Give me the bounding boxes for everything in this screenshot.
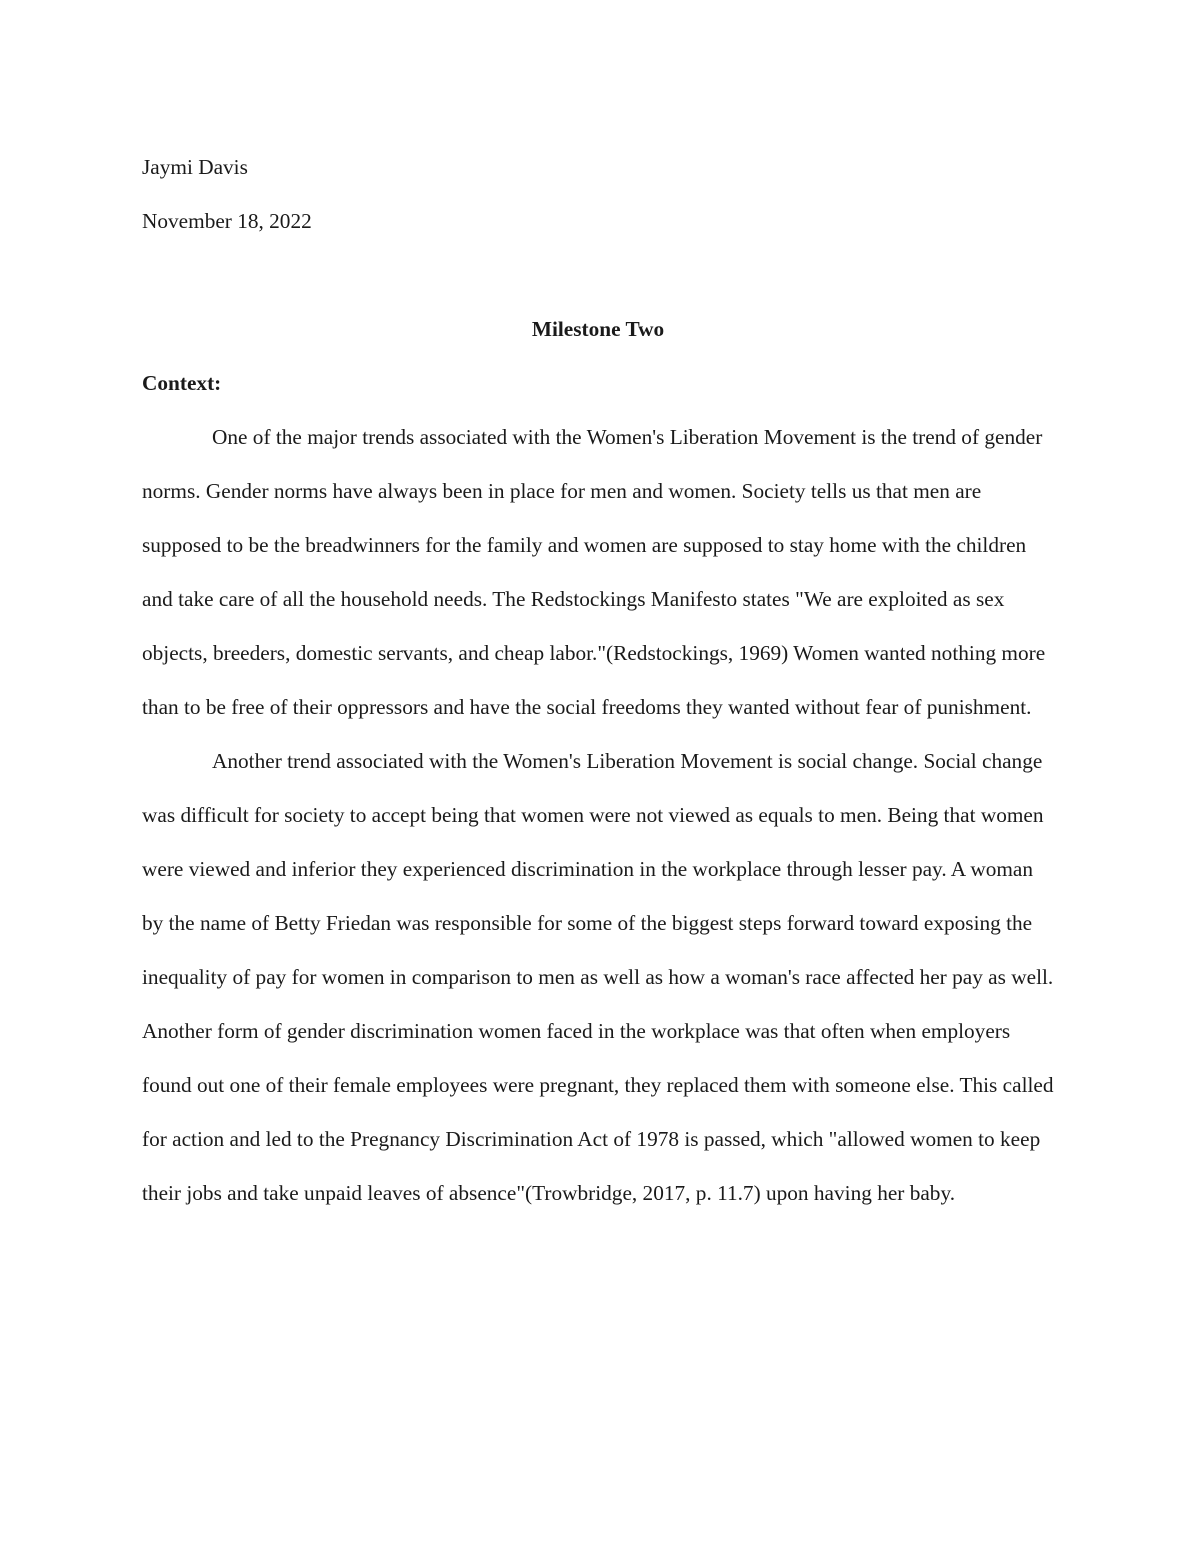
section-heading: Context:: [142, 371, 222, 395]
paragraph-2: Another trend associated with the Women's Liberation Movement is social change. Social change was difficult for society to accept being that women were not viewed as equals to men. Being that women were viewed and inferior they experienced discrimination in the workplace through lesser pay. A woman by the name of Betty Friedan was responsible for some of the biggest steps forward toward exposing the inequality of pay for women in comparison to men as well as how a woman's race affected her pay as well. Another form of gender discrimination women faced in the workplace was that often when employers found out one of their female employees were pregnant, they replaced them with someone else. This called for action and led to the Pregnancy Discrimination Act of 1978 is passed, which "allowed women to keep their jobs and take unpaid leaves of absence"(Trowbridge, 2017, p. 11.7) upon having her baby.: [142, 749, 1054, 1205]
author-name: Jaymi Davis: [142, 155, 248, 179]
document-date: November 18, 2022: [142, 209, 312, 233]
body-paragraphs: [142, 410, 1054, 1220]
paragraph-1: One of the major trends associated with the Women's Liberation Movement is the trend of gender norms. Gender norms have always been in place for men and women. Society tells us that men are supposed to be the breadwinners for the family and women are supposed to stay home with the children and take care of all the household needs. The Redstockings Manifesto states "We are exploited as sex objects, breeders, domestic servants, and cheap labor."(Redstockings, 1969) Women wanted nothing more than to be free of their oppressors and have the social freedoms they wanted without fear of punishment.: [142, 425, 1046, 719]
document-title: Milestone Two: [531, 317, 665, 341]
document-body: [142, 140, 1054, 1220]
spacer: [142, 248, 1054, 302]
